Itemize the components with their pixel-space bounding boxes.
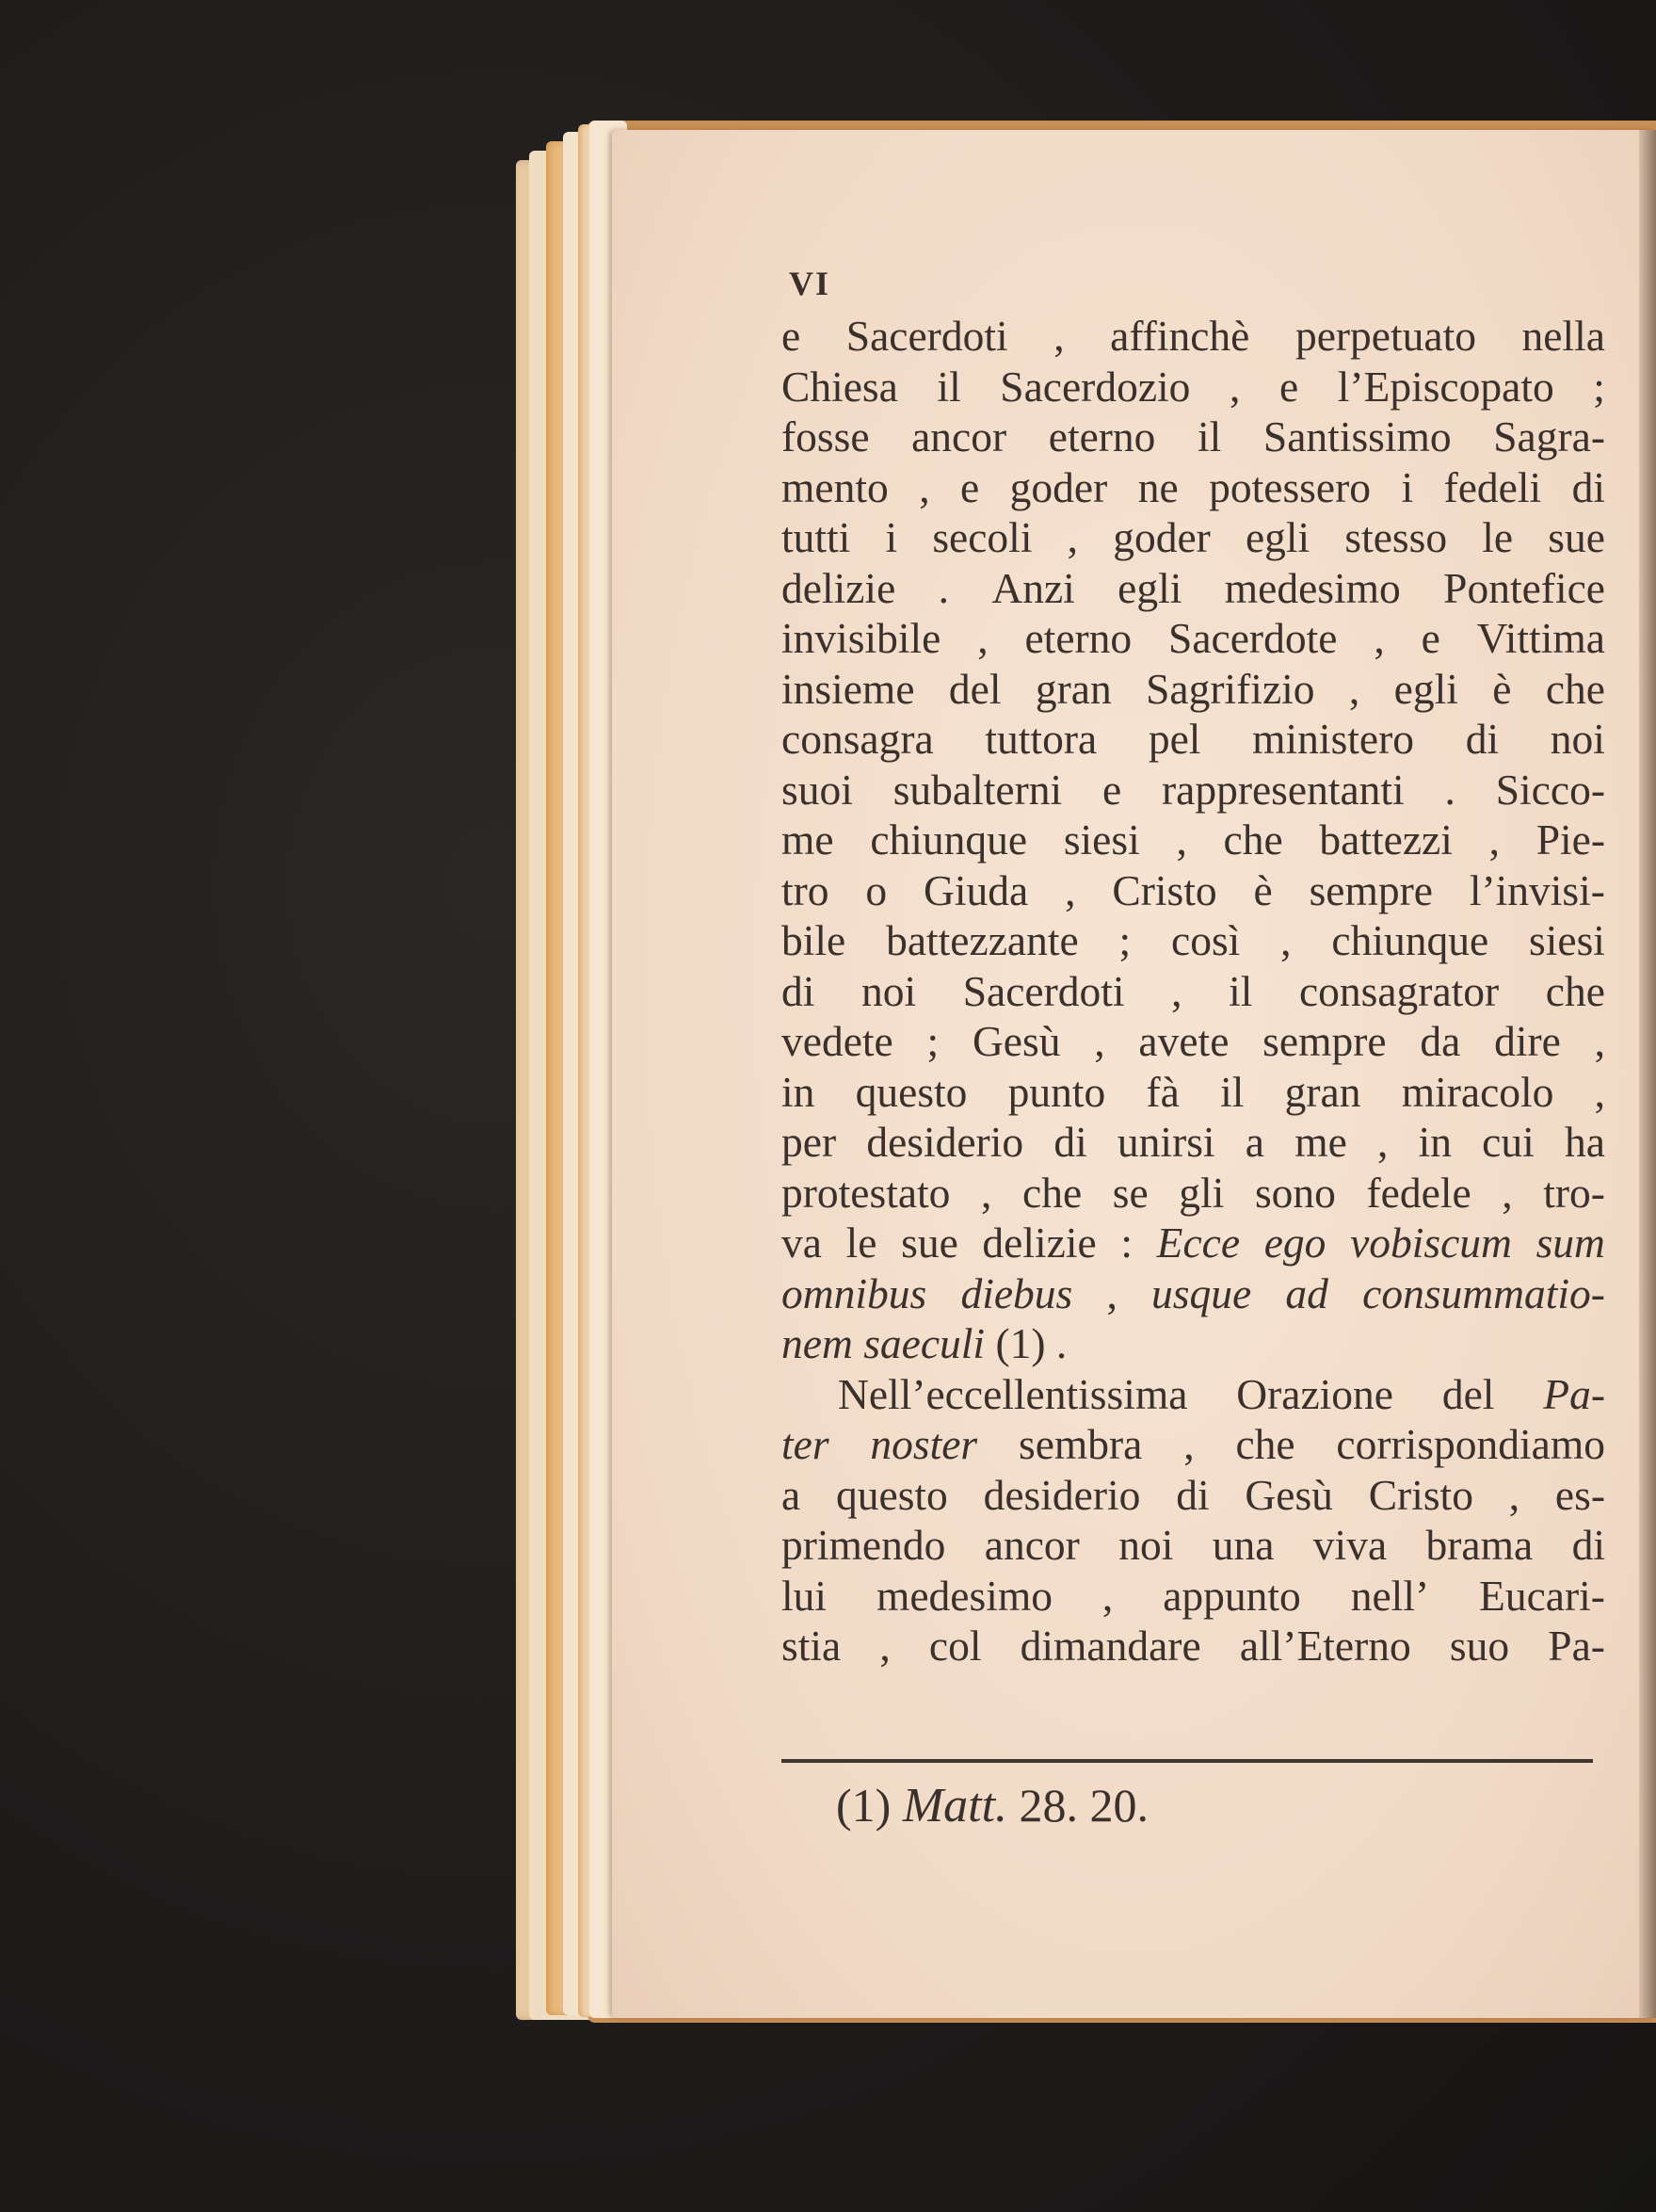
word: invisibile [781, 614, 941, 662]
word: suoi [781, 765, 853, 814]
word: ha [1564, 1118, 1605, 1166]
word: a [781, 1470, 801, 1519]
word: , [1348, 664, 1360, 713]
text-line [781, 1067, 1605, 1118]
word: , [1065, 865, 1076, 914]
word: , [1374, 614, 1385, 662]
word: perpetuato [1294, 312, 1476, 360]
word: ego [1263, 1219, 1326, 1267]
word: consummatio- [1362, 1268, 1605, 1317]
word: tro [781, 865, 829, 914]
word: questo [836, 1470, 948, 1519]
word: tro- [1543, 1168, 1605, 1217]
word: ministero [1252, 715, 1415, 763]
word: , [1376, 1118, 1389, 1166]
word: ; [1593, 362, 1605, 411]
word: , [1502, 1168, 1513, 1217]
footnote-marker: (1) [836, 1779, 892, 1832]
word: battezzi [1319, 815, 1453, 864]
text-line [781, 865, 1605, 916]
word: Orazione [1236, 1369, 1394, 1418]
word: affinchè [1110, 312, 1250, 360]
word: gran [1284, 1067, 1361, 1116]
word: Sacerdote [1168, 614, 1338, 662]
word: all’Eterno [1239, 1622, 1411, 1670]
word: usque [1151, 1268, 1252, 1317]
word: subalterni [892, 765, 1063, 814]
word: vobiscum [1350, 1219, 1512, 1267]
word: punto [1007, 1067, 1106, 1116]
word: secoli [932, 513, 1033, 561]
word: e [781, 312, 801, 360]
text-line [781, 1621, 1605, 1671]
text-line [781, 1268, 1605, 1319]
word: il [937, 362, 961, 411]
word: ; [1118, 916, 1132, 964]
word: Sagrifizio [1146, 664, 1315, 713]
word: , [1594, 1067, 1605, 1116]
word: , [1067, 513, 1079, 561]
word: medesimo [876, 1571, 1053, 1620]
word: Pontefice [1443, 563, 1605, 612]
word: del [1441, 1369, 1495, 1418]
word: unirsi [1117, 1118, 1215, 1166]
word: tuttora [985, 715, 1098, 763]
text-line [781, 563, 1605, 614]
word: Santissimo [1262, 412, 1452, 460]
word: Pie- [1535, 815, 1605, 864]
word: l’Episcopato [1337, 362, 1554, 411]
word: vedete [781, 1017, 893, 1065]
word: di [781, 966, 815, 1015]
text-line [781, 714, 1605, 765]
word: le [845, 1219, 877, 1267]
word: delizie [781, 563, 896, 612]
word: (1) [995, 1319, 1056, 1367]
word: va [781, 1219, 822, 1267]
word: primendo [781, 1521, 946, 1569]
word: , [1053, 312, 1065, 360]
word: e [1421, 614, 1440, 662]
word: , [1508, 1470, 1520, 1519]
word: Cristo [1368, 1470, 1473, 1519]
word: me [781, 815, 834, 864]
word: sempre [1309, 865, 1433, 914]
word: delizie [982, 1219, 1097, 1267]
word: se [1112, 1168, 1149, 1217]
text-line [781, 613, 1605, 664]
word: per [781, 1118, 837, 1166]
word: corrispondiamo [1336, 1420, 1605, 1468]
word: Anzi [991, 563, 1075, 612]
text-line [781, 1419, 1605, 1470]
word: eterno [1048, 412, 1156, 460]
word: Eucari- [1479, 1571, 1605, 1620]
word: viva [1312, 1521, 1388, 1569]
text-line [781, 462, 1605, 513]
word: e [1278, 362, 1299, 411]
word: fedele [1366, 1168, 1471, 1217]
word: avete [1138, 1017, 1230, 1065]
word: , [1594, 1017, 1605, 1065]
text-line [781, 1470, 1605, 1521]
word: fedeli [1443, 462, 1542, 511]
footnote [836, 1778, 1149, 1833]
word: ; [926, 1017, 940, 1065]
word: l’invisi- [1469, 865, 1605, 914]
word: suo [1449, 1622, 1510, 1670]
word: , [977, 614, 989, 662]
word: il [1229, 966, 1253, 1015]
word: bile [781, 916, 846, 964]
text-line [781, 362, 1605, 412]
word: di [1571, 1521, 1605, 1569]
word: ne [1137, 462, 1179, 511]
word: , [1101, 1571, 1114, 1620]
footnote-rule [781, 1759, 1593, 1763]
word: e [1101, 765, 1122, 814]
word: , [1106, 1268, 1117, 1317]
word: Pa- [1548, 1622, 1605, 1670]
word: nem [781, 1319, 864, 1367]
word: di [1053, 1118, 1087, 1166]
text-line [781, 1218, 1605, 1268]
word: così [1171, 916, 1241, 964]
word: goder [1113, 513, 1211, 561]
text-line [781, 1168, 1605, 1219]
word: goder [1009, 462, 1108, 511]
word: in [1418, 1118, 1452, 1166]
word: me [1294, 1118, 1347, 1166]
word: Nell’eccellentissima [838, 1369, 1188, 1418]
word: di [1465, 715, 1500, 763]
word: una [1212, 1521, 1275, 1569]
word: Giuda [924, 865, 1029, 914]
text-line [781, 1318, 1605, 1369]
word: es- [1554, 1470, 1605, 1519]
word: cui [1482, 1118, 1535, 1166]
word: che [1022, 1168, 1083, 1217]
word: Vittima [1476, 614, 1605, 662]
text-line [781, 915, 1605, 966]
word: . [938, 563, 949, 612]
word: , [1171, 966, 1182, 1015]
word: o [865, 865, 888, 914]
word: noi [860, 966, 917, 1015]
word: dire [1494, 1017, 1561, 1065]
text-line [781, 1016, 1605, 1067]
word: , [879, 1622, 891, 1670]
page-number: VI [789, 265, 831, 302]
word: ancor [984, 1521, 1080, 1569]
word: a [1245, 1118, 1264, 1166]
word: da [1420, 1017, 1461, 1065]
footnote-numbers: 28. 20. [1019, 1779, 1150, 1832]
word: Sacerdoti [962, 966, 1125, 1015]
word: che [1545, 966, 1605, 1015]
word: ter [781, 1420, 829, 1468]
word: chiunque [1331, 916, 1489, 964]
word: Sacerdozio [1000, 362, 1191, 411]
word: desiderio [866, 1118, 1024, 1166]
word: di [1571, 462, 1605, 511]
word: Cristo [1112, 865, 1217, 914]
word: chiunque [870, 815, 1028, 864]
word: sue [901, 1219, 958, 1267]
word: dimandare [1020, 1622, 1201, 1670]
word: gli [1179, 1168, 1225, 1217]
word: appunto [1163, 1571, 1301, 1620]
word: tutti [781, 513, 851, 561]
word: nella [1521, 312, 1605, 360]
text-line [781, 664, 1605, 715]
word: del [948, 664, 1002, 713]
word: Gesù [1245, 1470, 1333, 1519]
word: desiderio [983, 1470, 1141, 1519]
word: è [1492, 664, 1512, 713]
footnote-reference: Matt. [902, 1779, 1008, 1833]
word: eterno [1024, 614, 1133, 662]
word: stia [781, 1622, 842, 1670]
text-line [781, 311, 1605, 362]
word: egli [1245, 513, 1310, 561]
word: , [1183, 1420, 1195, 1468]
word: fosse [781, 412, 870, 460]
word: in [781, 1067, 815, 1116]
word: ad [1285, 1268, 1328, 1317]
word: sum [1535, 1219, 1605, 1267]
text-line [781, 512, 1605, 563]
word: col [928, 1622, 982, 1670]
word: consagrator [1298, 966, 1500, 1015]
book-spine-shadow [1639, 130, 1656, 2018]
word: protestato [781, 1168, 951, 1217]
word: egli [1393, 664, 1458, 713]
word: rappresentanti [1161, 765, 1405, 814]
word: , [1230, 362, 1241, 411]
word: insieme [781, 664, 915, 713]
text-line [781, 966, 1605, 1017]
word: battezzante [886, 916, 1079, 964]
word: gran [1035, 664, 1112, 713]
word: , [1280, 916, 1292, 964]
word: , [1176, 815, 1187, 864]
word: i [885, 513, 898, 561]
word: Ecce [1156, 1219, 1241, 1267]
word: , [919, 462, 930, 511]
word: egli [1117, 563, 1182, 612]
text-line [781, 815, 1605, 865]
word: consagra [781, 715, 934, 763]
word: : [1120, 1219, 1133, 1267]
word: noster [870, 1420, 978, 1468]
word: siesi [1529, 916, 1605, 964]
word: Sicco- [1495, 765, 1605, 814]
word: nell’ [1350, 1571, 1430, 1620]
word: sono [1254, 1168, 1336, 1217]
word: di [1176, 1470, 1210, 1519]
body-text [781, 311, 1605, 1671]
text-line [781, 412, 1605, 462]
word: pel [1148, 715, 1201, 763]
word: Gesù [972, 1017, 1061, 1065]
word: noi [1550, 715, 1605, 763]
word: Sagra- [1493, 412, 1605, 460]
word: miracolo [1401, 1067, 1554, 1116]
word: noi [1118, 1521, 1174, 1569]
word: mento [781, 462, 889, 511]
word: , [981, 1168, 992, 1217]
word: i [1401, 462, 1414, 511]
word: . [1444, 765, 1455, 814]
word: medesimo [1224, 563, 1401, 612]
word: siesi [1063, 815, 1140, 864]
word: Pa- [1543, 1369, 1605, 1418]
word: , [1094, 1017, 1105, 1065]
word: sempre [1262, 1017, 1387, 1065]
word: sembra [1018, 1420, 1143, 1468]
word: stesso [1344, 513, 1448, 561]
text-line [781, 1117, 1605, 1168]
word: le [1482, 513, 1514, 561]
word: saeculi [863, 1319, 996, 1367]
word: è [1253, 865, 1273, 914]
word: fà [1146, 1067, 1180, 1116]
word: il [1198, 412, 1222, 460]
word: il [1220, 1067, 1245, 1116]
word: sue [1548, 513, 1605, 561]
word: questo [855, 1067, 968, 1116]
word: brama [1425, 1521, 1534, 1569]
text-line [781, 765, 1605, 815]
word: diebus [960, 1268, 1073, 1317]
word: ancor [911, 412, 1007, 460]
text-line [781, 1369, 1605, 1420]
word: che [1223, 815, 1283, 864]
word: . [1055, 1319, 1068, 1367]
word: , [1488, 815, 1500, 864]
word: omnibus [781, 1268, 927, 1317]
word: che [1545, 664, 1605, 713]
word: lui [781, 1571, 828, 1620]
text-line [781, 1571, 1605, 1622]
word: Sacerdoti [845, 312, 1008, 360]
word: potessero [1209, 462, 1371, 511]
word: e [960, 462, 980, 511]
word: che [1235, 1420, 1295, 1468]
word: Chiesa [781, 362, 898, 411]
text-line [781, 1520, 1605, 1571]
